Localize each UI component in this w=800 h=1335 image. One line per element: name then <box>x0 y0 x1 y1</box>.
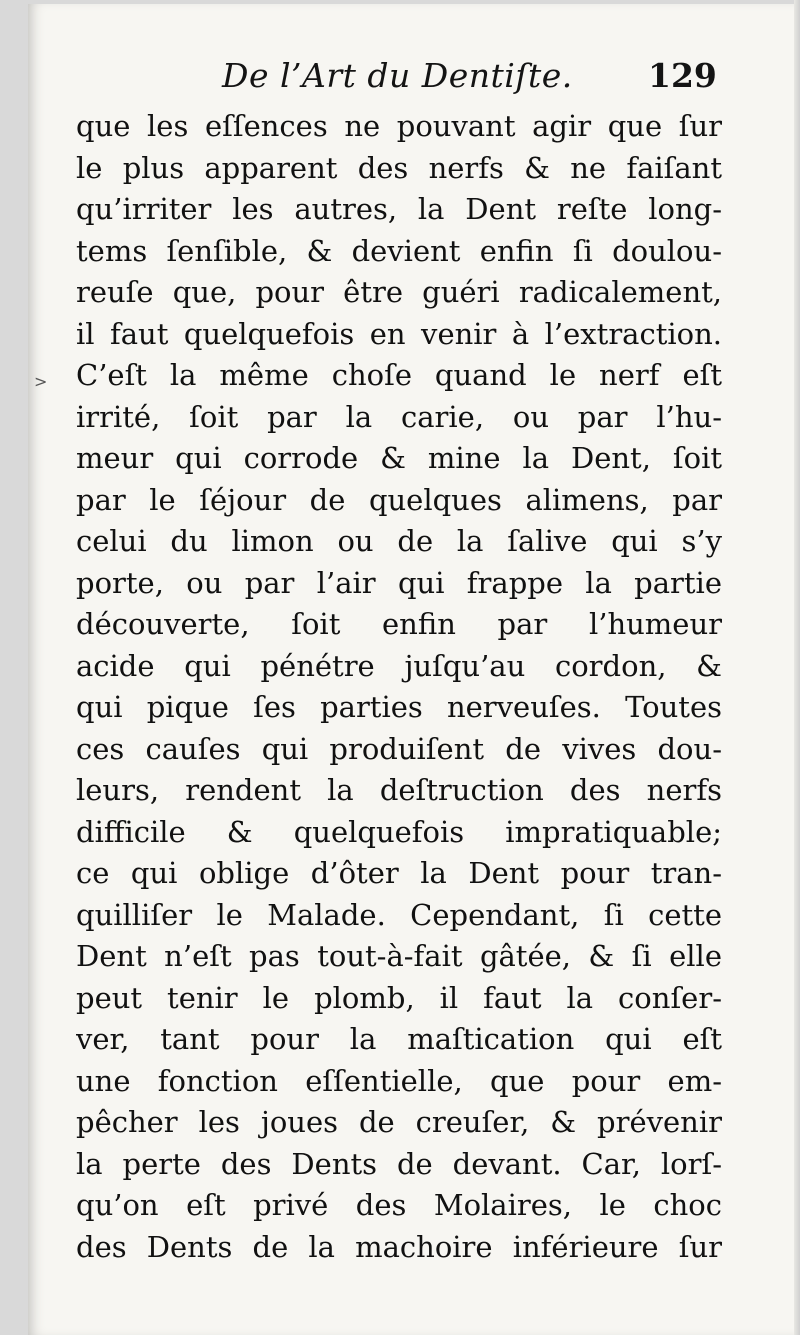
page-header <box>0 56 800 106</box>
text-line: qu’irriter les autres, la Dent reſte long- <box>76 192 722 226</box>
text-line: la perte des Dents de devant. Car, lorſ- <box>76 1146 722 1181</box>
text-line: découverte, ſoit enfin par l’humeur <box>76 607 722 641</box>
text-line: qui pique ſes parties nerveuſes. Toutes <box>76 690 722 724</box>
text-line: reuſe que, pour être guéri radicalement, <box>76 275 722 309</box>
page-edge-shadow <box>794 0 800 1335</box>
text-line: il faut quelquefois en venir à l’extraction. <box>76 316 722 351</box>
text-line: leurs, rendent la deſtruction des nerfs <box>76 773 722 807</box>
body-text <box>76 106 722 1268</box>
text-line: peut tenir le plomb, il faut la conſer- <box>76 980 722 1015</box>
text-line: celui du limon ou de la ſalive qui s’y <box>76 524 722 558</box>
running-title: De l’Art du Dentiſte. <box>222 56 573 95</box>
text-line: ce qui oblige d’ôter la Dent pour tran- <box>76 856 722 890</box>
text-line: pêcher les joues de creuſer, & prévenir <box>76 1105 722 1139</box>
text-line: porte, ou par l’air qui frappe la partie <box>76 565 722 600</box>
text-line: meur qui corrode & mine la Dent, ſoit <box>76 441 722 475</box>
margin-mark: > <box>34 372 48 391</box>
text-line: irrité, ſoit par la carie, ou par l’hu- <box>76 399 722 434</box>
text-line: des Dents de la machoire inférieure ſur <box>76 1229 722 1264</box>
text-line: ver, tant pour la maſtication qui eſt <box>76 1022 722 1056</box>
page-number: 129 <box>648 56 717 95</box>
text-line: une fonction eſſentielle, que pour em- <box>76 1063 722 1098</box>
text-line: difficile & quelquefois impratiquable; <box>76 814 722 849</box>
text-line: que les eſſences ne pouvant agir que ſur <box>76 109 722 143</box>
text-line: tems ſenſible, & devient enfin ſi doulou- <box>76 233 722 268</box>
text-line: qu’on eſt privé des Molaires, le choc <box>76 1188 722 1222</box>
text-line: ces cauſes qui produiſent de vives dou- <box>76 731 722 766</box>
text-line: acide qui pénétre juſqu’au cordon, & <box>76 648 722 683</box>
text-line: Dent n’eſt pas tout-à-fait gâtée, & ſi elle <box>76 939 722 973</box>
text-line: le plus apparent des nerfs & ne faiſant <box>76 150 722 185</box>
text-line: par le ſéjour de quelques alimens, par <box>76 482 722 517</box>
text-line: quilliſer le Malade. Cependant, ſi cette <box>76 897 722 932</box>
text-line: C’eſt la même choſe quand le nerf eſt <box>76 358 722 392</box>
